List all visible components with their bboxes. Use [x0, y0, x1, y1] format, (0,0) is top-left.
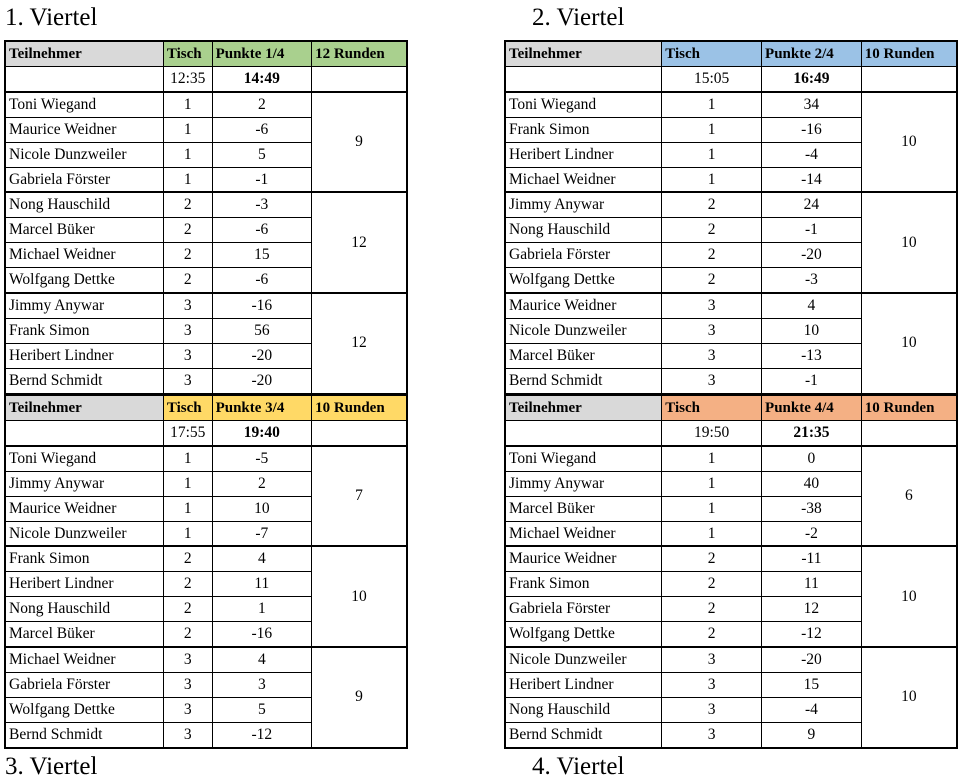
participant-name: Toni Wiegand	[5, 446, 163, 471]
points-value: -6	[212, 117, 311, 142]
participant-name: Heribert Lindner	[5, 343, 163, 368]
points-value: 56	[212, 318, 311, 343]
table-number: 3	[163, 293, 212, 318]
table-number: 3	[662, 697, 762, 722]
table-number: 3	[662, 368, 762, 393]
participant-name: Marcel Büker	[5, 622, 163, 647]
table-number: 3	[163, 647, 212, 672]
start-time: 12:35	[163, 67, 212, 92]
time-row-blank	[505, 421, 662, 446]
points-value: 9	[762, 722, 862, 747]
participant-name: Michael Weidner	[505, 521, 662, 546]
time-row	[505, 421, 957, 446]
table-number: 1	[163, 471, 212, 496]
table-number: 3	[662, 343, 762, 368]
heading-quarter-4: 4. Viertel	[532, 753, 625, 780]
participant-name: Jimmy Anywar	[505, 192, 662, 217]
quarter-grid	[4, 40, 408, 395]
points-value: -2	[762, 521, 862, 546]
rounds-value: 6	[861, 446, 957, 547]
time-row-rounds-blank	[312, 67, 407, 92]
participant-name: Michael Weidner	[5, 243, 163, 268]
table-number: 2	[163, 546, 212, 571]
table-number: 1	[662, 496, 762, 521]
participant-name: Frank Simon	[5, 318, 163, 343]
points-value: 24	[762, 192, 862, 217]
table-row	[505, 446, 957, 471]
points-value: 0	[762, 446, 862, 471]
time-row-blank	[5, 421, 163, 446]
table-number: 3	[662, 722, 762, 747]
participant-name: Wolfgang Dettke	[5, 268, 163, 293]
participant-name: Gabriela Förster	[5, 672, 163, 697]
time-row-rounds-blank	[312, 421, 407, 446]
table-number: 1	[662, 446, 762, 471]
table-row	[505, 192, 957, 217]
table-number: 3	[163, 672, 212, 697]
start-time: 17:55	[163, 421, 212, 446]
participant-name: Nicole Dunzweiler	[5, 142, 163, 167]
time-row-blank	[505, 67, 662, 92]
col-header-participant: Teilnehmer	[505, 41, 662, 67]
table-row	[505, 546, 957, 571]
table-number: 2	[662, 243, 762, 268]
time-row-rounds-blank	[861, 421, 957, 446]
participant-name: Nong Hauschild	[505, 697, 662, 722]
table-row	[505, 293, 957, 318]
header-row	[505, 395, 957, 421]
heading-quarter-1: 1. Viertel	[5, 4, 98, 31]
table-number: 2	[163, 192, 212, 217]
participant-name: Heribert Lindner	[5, 572, 163, 597]
time-row	[5, 421, 407, 446]
header-row	[5, 395, 407, 421]
start-time: 15:05	[662, 67, 762, 92]
points-value: -7	[212, 521, 311, 546]
points-value: 4	[212, 546, 311, 571]
time-row	[5, 67, 407, 92]
points-value: 34	[762, 92, 862, 117]
col-header-points: Punkte 3/4	[212, 395, 311, 421]
participant-name: Toni Wiegand	[505, 92, 662, 117]
participant-name: Gabriela Förster	[5, 167, 163, 192]
participant-name: Gabriela Förster	[505, 597, 662, 622]
col-header-points: Punkte 4/4	[762, 395, 862, 421]
time-row-blank	[5, 67, 163, 92]
header-row	[5, 41, 407, 67]
points-value: 4	[212, 647, 311, 672]
participant-name: Maurice Weidner	[5, 117, 163, 142]
table-number: 1	[662, 167, 762, 192]
points-value: 1	[212, 597, 311, 622]
participant-name: Frank Simon	[505, 117, 662, 142]
table-number: 1	[163, 446, 212, 471]
participant-name: Nong Hauschild	[505, 218, 662, 243]
heading-quarter-3: 3. Viertel	[5, 753, 98, 780]
points-value: 15	[212, 243, 311, 268]
table-row	[5, 192, 407, 217]
points-value: -20	[762, 647, 862, 672]
points-value: 15	[762, 672, 862, 697]
participant-name: Nong Hauschild	[5, 597, 163, 622]
points-value: -1	[762, 218, 862, 243]
participant-name: Bernd Schmidt	[505, 368, 662, 393]
table-number: 2	[662, 597, 762, 622]
table-number: 1	[662, 521, 762, 546]
table-number: 3	[662, 293, 762, 318]
points-value: -16	[762, 117, 862, 142]
participant-name: Wolfgang Dettke	[505, 268, 662, 293]
participant-name: Heribert Lindner	[505, 672, 662, 697]
participant-name: Bernd Schmidt	[505, 722, 662, 747]
rounds-value: 9	[312, 647, 407, 748]
table-row	[5, 546, 407, 571]
table-number: 2	[163, 243, 212, 268]
table-number: 3	[662, 672, 762, 697]
table-number: 2	[662, 622, 762, 647]
points-value: -1	[762, 368, 862, 393]
points-value: 11	[762, 572, 862, 597]
rounds-value: 10	[861, 546, 957, 647]
quarter-grid	[4, 394, 408, 749]
participant-name: Bernd Schmidt	[5, 722, 163, 747]
table-number: 2	[662, 572, 762, 597]
table-number: 3	[163, 318, 212, 343]
rounds-value: 12	[312, 192, 407, 293]
participant-name: Jimmy Anywar	[5, 471, 163, 496]
participant-name: Jimmy Anywar	[5, 293, 163, 318]
points-value: -12	[212, 722, 311, 747]
participant-name: Marcel Büker	[5, 218, 163, 243]
rounds-value: 12	[312, 293, 407, 394]
table-row	[5, 92, 407, 117]
rounds-value: 10	[861, 293, 957, 394]
participant-name: Marcel Büker	[505, 343, 662, 368]
quarter-table-4	[504, 394, 958, 749]
table-number: 2	[662, 546, 762, 571]
points-value: -6	[212, 268, 311, 293]
participant-name: Bernd Schmidt	[5, 368, 163, 393]
participant-name: Marcel Büker	[505, 496, 662, 521]
col-header-participant: Teilnehmer	[5, 41, 163, 67]
table-number: 2	[163, 268, 212, 293]
col-header-rounds: 10 Runden	[861, 395, 957, 421]
table-number: 1	[662, 471, 762, 496]
quarter-grid	[504, 40, 958, 395]
participant-name: Nicole Dunzweiler	[505, 318, 662, 343]
rounds-value: 10	[312, 546, 407, 647]
table-number: 2	[662, 218, 762, 243]
points-value: -38	[762, 496, 862, 521]
participant-name: Gabriela Förster	[505, 243, 662, 268]
start-time: 19:50	[662, 421, 762, 446]
points-value: 10	[762, 318, 862, 343]
participant-name: Nicole Dunzweiler	[505, 647, 662, 672]
table-number: 1	[163, 521, 212, 546]
end-time: 21:35	[762, 421, 862, 446]
participant-name: Wolfgang Dettke	[5, 697, 163, 722]
col-header-rounds: 10 Runden	[312, 395, 407, 421]
col-header-table: Tisch	[163, 395, 212, 421]
participant-name: Michael Weidner	[505, 167, 662, 192]
header-row	[505, 41, 957, 67]
points-value: 5	[212, 697, 311, 722]
col-header-rounds: 10 Runden	[861, 41, 957, 67]
table-number: 1	[163, 496, 212, 521]
participant-name: Toni Wiegand	[5, 92, 163, 117]
points-value: -4	[762, 142, 862, 167]
time-row-rounds-blank	[861, 67, 957, 92]
points-value: -5	[212, 446, 311, 471]
col-header-rounds: 12 Runden	[312, 41, 407, 67]
col-header-participant: Teilnehmer	[505, 395, 662, 421]
table-number: 2	[662, 268, 762, 293]
points-value: 4	[762, 293, 862, 318]
col-header-table: Tisch	[662, 395, 762, 421]
table-number: 3	[662, 647, 762, 672]
table-number: 2	[163, 218, 212, 243]
end-time: 16:49	[762, 67, 862, 92]
participant-name: Maurice Weidner	[505, 293, 662, 318]
table-row	[505, 92, 957, 117]
participant-name: Frank Simon	[505, 572, 662, 597]
points-value: -1	[212, 167, 311, 192]
col-header-points: Punkte 1/4	[212, 41, 311, 67]
rounds-value: 10	[861, 192, 957, 293]
points-value: -12	[762, 622, 862, 647]
table-number: 1	[163, 117, 212, 142]
table-number: 1	[163, 142, 212, 167]
col-header-table: Tisch	[163, 41, 212, 67]
table-number: 3	[163, 368, 212, 393]
table-number: 1	[163, 92, 212, 117]
points-value: -13	[762, 343, 862, 368]
participant-name: Wolfgang Dettke	[505, 622, 662, 647]
table-row	[5, 446, 407, 471]
col-header-points: Punkte 2/4	[762, 41, 862, 67]
col-header-table: Tisch	[662, 41, 762, 67]
points-value: -20	[212, 343, 311, 368]
participant-name: Maurice Weidner	[505, 546, 662, 571]
rounds-value: 10	[861, 647, 957, 748]
points-value: 2	[212, 92, 311, 117]
participant-name: Toni Wiegand	[505, 446, 662, 471]
participant-name: Heribert Lindner	[505, 142, 662, 167]
participant-name: Maurice Weidner	[5, 496, 163, 521]
points-value: -3	[212, 192, 311, 217]
table-number: 1	[662, 117, 762, 142]
table-number: 2	[163, 597, 212, 622]
participant-name: Frank Simon	[5, 546, 163, 571]
table-row	[5, 647, 407, 672]
table-row	[5, 293, 407, 318]
points-value: 12	[762, 597, 862, 622]
quarter-table-2	[504, 40, 958, 395]
table-number: 3	[163, 697, 212, 722]
end-time: 19:40	[212, 421, 311, 446]
points-value: -16	[212, 293, 311, 318]
points-value: 5	[212, 142, 311, 167]
participant-name: Nicole Dunzweiler	[5, 521, 163, 546]
points-value: 10	[212, 496, 311, 521]
time-row	[505, 67, 957, 92]
participant-name: Jimmy Anywar	[505, 471, 662, 496]
points-value: -16	[212, 622, 311, 647]
rounds-value: 10	[861, 92, 957, 193]
participant-name: Nong Hauschild	[5, 192, 163, 217]
points-value: 2	[212, 471, 311, 496]
table-number: 3	[163, 722, 212, 747]
points-value: -20	[212, 368, 311, 393]
points-value: 40	[762, 471, 862, 496]
points-value: -14	[762, 167, 862, 192]
points-value: -3	[762, 268, 862, 293]
table-number: 2	[662, 192, 762, 217]
table-row	[505, 647, 957, 672]
points-value: 11	[212, 572, 311, 597]
heading-quarter-2: 2. Viertel	[532, 4, 625, 31]
points-value: -6	[212, 218, 311, 243]
table-number: 1	[662, 92, 762, 117]
quarter-table-1	[4, 40, 408, 395]
end-time: 14:49	[212, 67, 311, 92]
table-number: 3	[163, 343, 212, 368]
points-value: -11	[762, 546, 862, 571]
quarter-table-3	[4, 394, 408, 749]
table-number: 3	[662, 318, 762, 343]
table-number: 2	[163, 622, 212, 647]
rounds-value: 9	[312, 92, 407, 193]
quarter-grid	[504, 394, 958, 749]
participant-name: Michael Weidner	[5, 647, 163, 672]
table-number: 1	[163, 167, 212, 192]
points-value: -20	[762, 243, 862, 268]
rounds-value: 7	[312, 446, 407, 547]
table-number: 2	[163, 572, 212, 597]
col-header-participant: Teilnehmer	[5, 395, 163, 421]
points-value: 3	[212, 672, 311, 697]
points-value: -4	[762, 697, 862, 722]
table-number: 1	[662, 142, 762, 167]
